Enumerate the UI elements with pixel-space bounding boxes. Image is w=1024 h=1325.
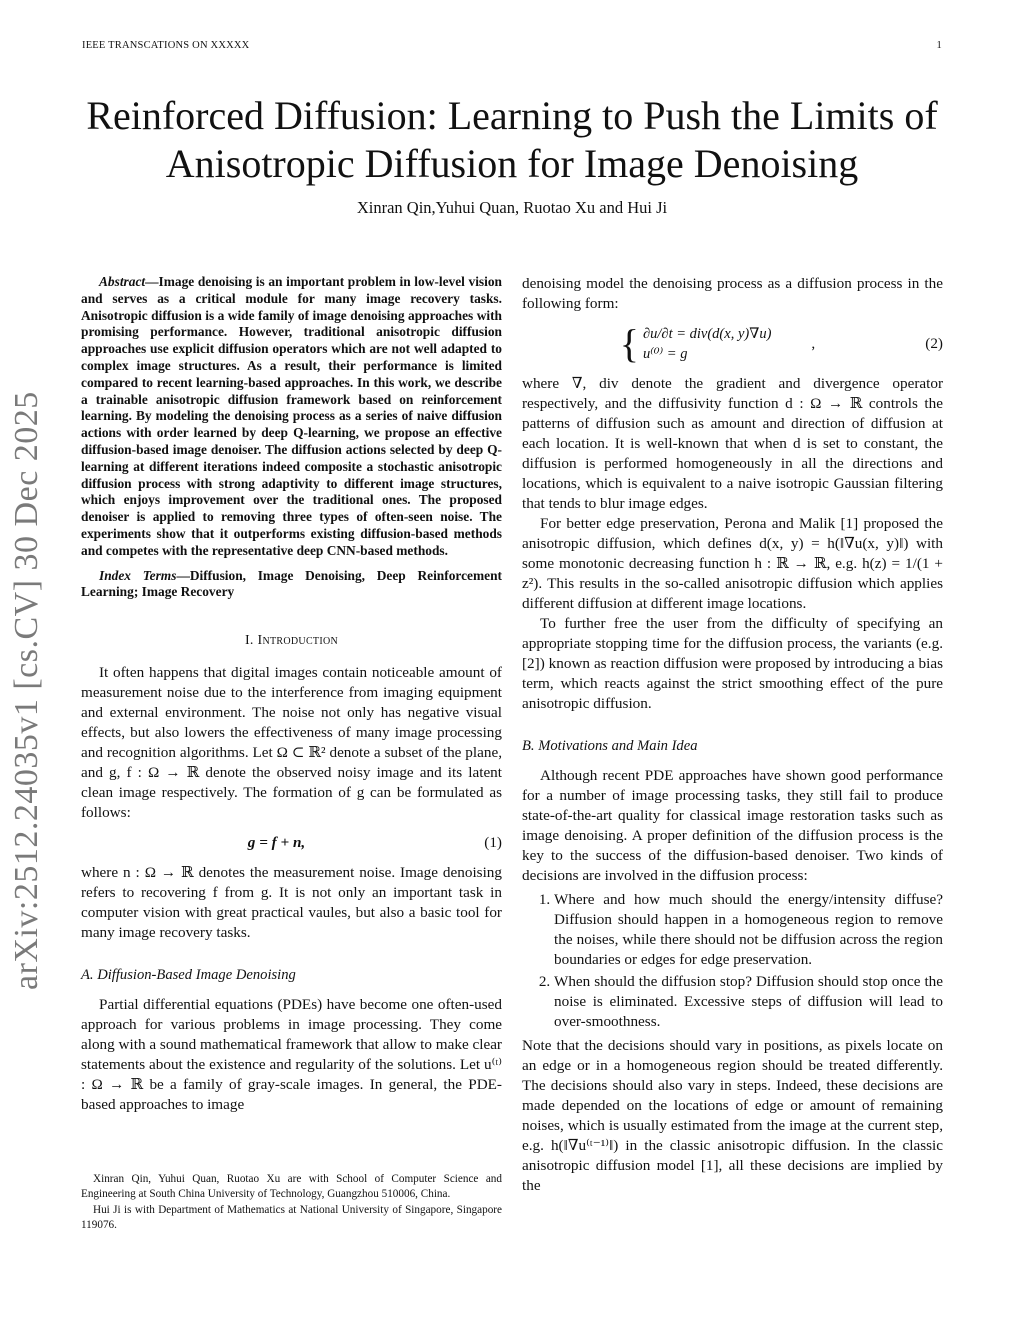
- subsection-b-paragraph-2: Note that the decisions should vary in positions, as pixels locate on an edge or in a homogeneous region should be treated differently. The decisions should also vary in steps. Indeed, these decisions are made depended on the locations of edge or amount of remaining noises, which is usually estimated from the image at the current step, e.g. h(‖∇u⁽ᵗ⁻¹⁾‖) in the classic anisotropic diffusion. In the classic anisotropic diffusion model [1], all these decisions are implied by the: [522, 1037, 943, 1194]
- author-list: Xinran Qin,Yuhui Quan, Ruotao Xu and Hui Ji: [356, 198, 668, 217]
- right-paragraph-4: To further free the user from the difficulty of specifying an appropriate stopping time for the diffusion process, the variants (e.g. [2]) known as reaction diffusion were proposed by introducing a bias term, which reacts against the strict smoothing effect of the pure anisotropic diffusion.: [522, 615, 943, 712]
- index-terms-label: Index Terms: [99, 567, 177, 583]
- list-item: 1. Where and how much should the energy/intensity diffuse? Diffusion should happen in a homogeneous region to remove the noises, while there should not be diffusion across the region boundaries or edges for edge preservation.: [554, 890, 943, 970]
- equation-2-body: [522, 321, 913, 366]
- subsection-heading-b: B. Motivations and Main Idea: [522, 738, 698, 754]
- journal-name: IEEE TRANSCATIONS ON XXXXX: [82, 40, 250, 51]
- section-heading-introduction: I. Introduction: [244, 633, 339, 649]
- equation-1: [81, 833, 502, 853]
- equation-1-body: g = f + n,: [247, 834, 306, 852]
- paper-title: Reinforced Diffusion: Learning to Push the Limits of Anisotropic Diffusion for Image Denoising: [86, 93, 938, 186]
- equation-2-comma: ,: [811, 335, 816, 352]
- list-item: 2. When should the diffusion stop? Diffusion should stop once the noise is eliminated. Excessive steps of diffusion will lead to over-smoothness.: [554, 972, 943, 1032]
- footnote-affiliation-1: Xinran Qin, Yuhui Quan, Ruotao Xu are with School of Computer Science and Engineering at South China University of Technology, Guangzhou 510006, China.: [81, 1173, 502, 1200]
- intro-paragraph-2: where n : Ω → ℝ denotes the measurement noise. Image denoising refers to recovering f from g. It is not only an important task in computer vision with great practical vaules, but also a basic tool for many image recovery tasks.: [81, 864, 502, 942]
- abstract: [81, 274, 502, 560]
- equation-2-line-1: ∂u/∂t = div(d(x, y)∇u): [642, 326, 772, 342]
- index-terms: [81, 568, 502, 602]
- index-terms-text: —Diffusion, Image Denoising, Deep Reinforcement Learning; Image Recovery: [81, 567, 502, 600]
- left-column: [81, 274, 502, 1115]
- subsection-b-paragraph-1: Although recent PDE approaches have shown good performance for a number of image processing tasks, they still fail to produce state-of-the-art quality for classical image restoration tasks such as image denoising. A proper definition of the diffusion process is the key to the success of the diffusion-based denoiser. Two kinds of decisions are involved in the diffusion process:: [522, 767, 943, 884]
- abstract-text: —Image denoising is an important problem in low-level vision and serves as a critical module for many image recovery tasks. Anisotropic diffusion is a wide family of image denoising approaches with promising performance. However, traditional anisotropic diffusion approaches use explicit diffusion operators which are not well adapted to complex image structures. As a result, their performance is limited compared to recent learning-based approaches. In this work, we describe a trainable anisotropic diffusion framework based on reinforcement learning. By modeling the denoising process as a series of naive diffusion actions with order learned by deep Q-learning, we propose an effective diffusion-based image denoiser. The diffusion actions selected by deep Q-learning at different iterations indeed composite a stochastic anisotropic diffusion process with strong adaptivity to different image structures, which enjoys improvement over the traditional ones. The proposed denoiser is applied to removing three types of often-seen noise. The experiments show that it outperforms existing diffusion-based methods and competes with the representative deep CNN-based methods.: [81, 274, 502, 558]
- footnote-affiliation-2: Hui Ji is with Department of Mathematics at National University of Singapore, Singapore 119076.: [81, 1204, 502, 1231]
- equation-2: [522, 321, 943, 366]
- left-brace: {: [619, 321, 639, 366]
- equation-2-system: [643, 324, 771, 364]
- right-paragraph-3: For better edge preservation, Perona and Malik [1] proposed the anisotropic diffusion, which defines d(x, y) = h(‖∇u(x, y)‖) with some monotonic decreasing function h : ℝ → ℝ, e.g. h(z) = 1/(1 + z²). This results in the so-called anisotropic diffusion which applies different diffusion at different image locations.: [522, 515, 943, 612]
- page-number: 1: [936, 40, 942, 51]
- right-paragraph-1: denoising model the denoising process as a diffusion process in the following form:: [522, 275, 943, 312]
- equation-2-line-2: u⁽⁰⁾ = g: [642, 346, 688, 362]
- equation-1-number: (1): [484, 834, 502, 852]
- arxiv-identifier: arXiv:2512.24035v1 [cs.CV] 30 Dec 2025: [8, 391, 45, 990]
- running-header: [82, 40, 942, 51]
- subsection-a-paragraph-1: Partial differential equations (PDEs) have become one often-used approach for various problems in image processing. They come along with a sound mathematical framework that allow to make clear statements about the existence and regularity of the solutions. Let u⁽ᵗ⁾ : Ω → ℝ be a family of gray-scale images. In general, the PDE-based approaches to image: [81, 996, 502, 1114]
- equation-2-number: (2): [925, 335, 943, 352]
- footnotes: [81, 1172, 502, 1234]
- right-column: [522, 274, 943, 1196]
- decision-list: [522, 890, 943, 1032]
- right-paragraph-2: where ∇, div denote the gradient and divergence operator respectively, and the diffusivity function d : Ω → ℝ controls the patterns of diffusion such as amount and direction of diffusion at each location. It is well-known that when d is set to constant, the diffusion is performed homogeneously in all the directions and locations, which is equivalent to a naive isotropic Gaussian filtering that tends to blur image edges.: [522, 375, 943, 512]
- abstract-label: Abstract: [99, 274, 146, 289]
- subsection-heading-a: A. Diffusion-Based Image Denoising: [81, 967, 296, 984]
- intro-paragraph-1: It often happens that digital images contain noticeable amount of measurement noise due to the interference from imaging equipment and external environment. The noise not only has negative visual effects, but also lowers the effectiveness of many image processing and recognition algorithms. Let Ω ⊂ ℝ² denote a subset of the plane, and g, f : Ω → ℝ denote the observed noisy image and its latent clean image respectively. The formation of g can be formulated as follows:: [81, 664, 502, 822]
